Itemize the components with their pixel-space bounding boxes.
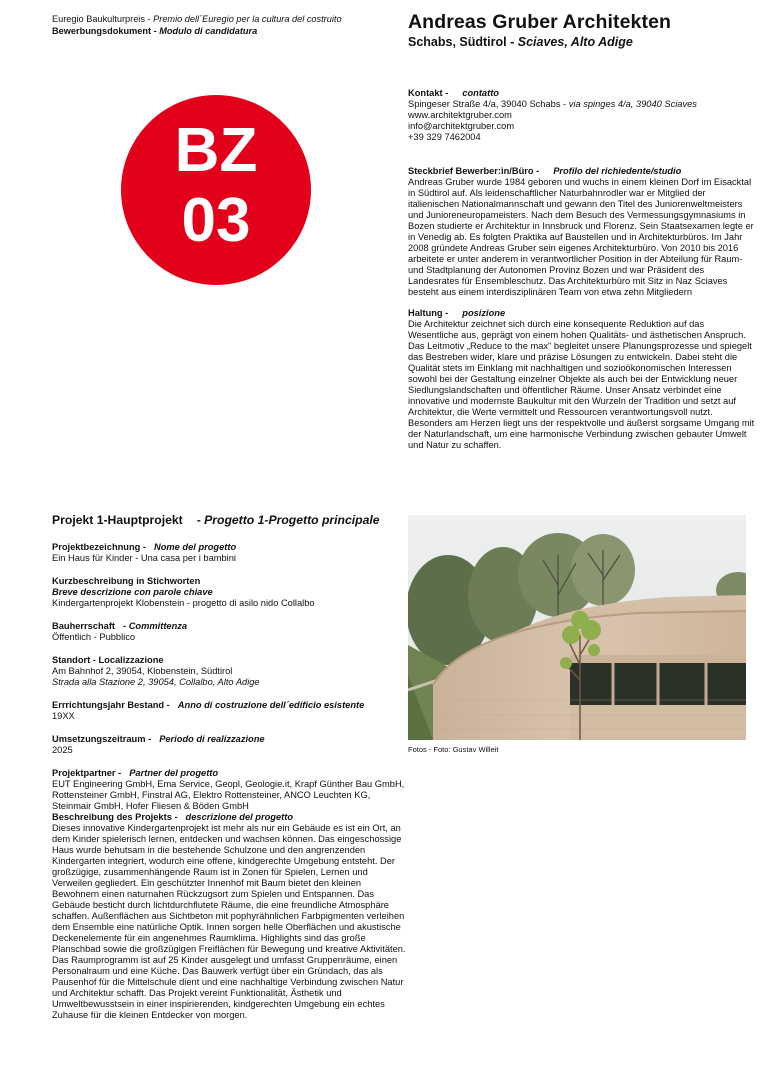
site-value-de: Am Bahnhof 2, 39054, Klobenstein, Südtirol bbox=[52, 666, 233, 676]
field-label-de: Errrichtungsjahr Bestand - bbox=[52, 700, 170, 710]
location-it: Sciaves, Alto Adige bbox=[517, 35, 633, 49]
profile-heading-it: Profilo del richiedente/studio bbox=[553, 166, 682, 176]
field-label: Standort - Localizzazione bbox=[52, 655, 164, 665]
attitude-line: der Naturlandschaft, um eine harmonische Verbindung zwischen gebauter Umwelt bbox=[408, 429, 747, 439]
attitude-line: und Natur zu schaffen. bbox=[408, 440, 502, 450]
contact-section bbox=[408, 88, 748, 143]
attitude-line: Das Leitmotiv „Reduce to the max" begleitet unsere Planungsprozesse und spiegelt bbox=[408, 341, 752, 351]
description-line: Zuhause für die kleinen Entdecker von morgen. bbox=[52, 1010, 248, 1020]
document-header bbox=[52, 13, 342, 37]
profile-line: Andreas Gruber wurde 1984 geboren und wuchs in einem kleinen Dorf im Eisacktal bbox=[408, 177, 752, 187]
profile-text bbox=[408, 177, 754, 298]
architect-location bbox=[408, 34, 671, 50]
attitude-line: Wesentliche aus, geprägt von einem hohen Qualitäts- und ästhetischen Anspruch. bbox=[408, 330, 746, 340]
website-link[interactable]: www.architektgruber.com bbox=[408, 110, 512, 120]
period-field bbox=[52, 734, 400, 756]
site-value-it: Strada alla Stazione 2, 39054, Collalbo, Alto Adige bbox=[52, 677, 260, 687]
profile-line: arbeitete er unter anderem in verantwortlicher Position in der Abteilung für Raum- bbox=[408, 254, 743, 264]
attitude-line: Architektur, die Werte vermittelt und Ressourcen verantwortungsvoll nutzt. bbox=[408, 407, 713, 417]
profile-section bbox=[408, 166, 754, 298]
project-photo bbox=[408, 515, 746, 740]
partners-value bbox=[52, 779, 405, 812]
architect-title-block bbox=[408, 10, 671, 50]
description-line: dem Ensemble eine natürliche Optik. Innen sorgen helle Oberflächen und akustische bbox=[52, 922, 401, 932]
field-label-de: Bauherrschaft bbox=[52, 621, 116, 631]
client-field bbox=[52, 621, 400, 643]
description-line: Umweltbewusstsein in einer inspirierenden, kindgerechten Umgebung ein echtes bbox=[52, 999, 385, 1009]
client-value: Öffentlich - Pubblico bbox=[52, 632, 136, 642]
profile-line: italienischen Nationalmannschaft und gewann den Titel des Juniorenweltmeisters bbox=[408, 199, 743, 209]
header-prize-it: Premio dell´Euregio per la cultura del costruito bbox=[153, 14, 342, 24]
contact-address bbox=[408, 99, 748, 110]
attitude-line: Qualität stets im Einklang mit nachhaltigen und sozioökonomischen Interessen bbox=[408, 363, 732, 373]
contact-heading bbox=[408, 88, 748, 99]
profile-line: in Venedig ab. Es folgten Praktika auf Baustellen und in Architekturbüros. Im Jahr bbox=[408, 232, 743, 242]
attitude-line: Siedlungslandschaften und öffentlicher Räume. Unser Ansatz verbindet eine bbox=[408, 385, 722, 395]
location-de: Schabs, Südtirol - bbox=[408, 35, 515, 49]
attitude-line: das Bestreben wider, klare und präzise Lösungen zu entwickeln. Dabei steht die bbox=[408, 352, 738, 362]
photo-caption: Fotos - Foto: Gustav Willeit bbox=[408, 745, 499, 754]
description-line: Deckenelemente für ein angenehmes Raumklima. Highlights sind das große bbox=[52, 933, 366, 943]
description-field bbox=[52, 812, 406, 1021]
description-line: Verweilen gegliedert. Ein geschützter Innenhof mit Baum bietet den kleinen bbox=[52, 878, 362, 888]
header-line-1 bbox=[52, 13, 342, 25]
header-prize-de: Euregio Baukulturpreis - bbox=[52, 14, 151, 24]
field-label-it: Anno di costruzione dell´edificio esistente bbox=[177, 700, 365, 710]
address-de: Spingeser Straße 4/a, 39040 Schabs - bbox=[408, 99, 567, 109]
keywords-value: Kindergartenprojekt Klobenstein - progetto di asilo nido Collalbo bbox=[52, 598, 315, 608]
header-line-2 bbox=[52, 25, 342, 37]
contact-heading-it: contatto bbox=[462, 88, 499, 98]
field-label-it: Breve descrizione con parole chiave bbox=[52, 587, 213, 597]
attitude-heading-it: posizione bbox=[462, 308, 506, 318]
profile-line: und Junioreneuropameisters. Nach dem Besuch des Vermessungsgymnasiums in bbox=[408, 210, 746, 220]
architect-name: Andreas Gruber Architekten bbox=[408, 11, 672, 33]
header-doc-it: Modulo di candidatura bbox=[159, 26, 258, 36]
field-label-it: - Committenza bbox=[123, 621, 188, 631]
description-line: Haus wurde behutsam in die bestehende Schulzone und den angrenzenden bbox=[52, 845, 366, 855]
attitude-line: innovative und modernste Baukultur mit den Wurzeln der Tradition und setzt auf bbox=[408, 396, 736, 406]
attitude-section bbox=[408, 308, 755, 451]
description-text bbox=[52, 823, 406, 1021]
attitude-heading bbox=[408, 308, 748, 319]
profile-heading-de: Steckbrief Bewerber:in/Büro - bbox=[408, 166, 540, 176]
description-line: dem Kinder spielerisch lernen, entdecken und wachsen können. Das eingeschossige bbox=[52, 834, 402, 844]
header-doc-de: Bewerbungsdokument bbox=[52, 26, 152, 36]
description-line: Gebäude besticht durch lichtdurchflutete Räume, die eine freundliche Atmosphäre bbox=[52, 900, 389, 910]
description-line: Dieses innovative Kindergartenprojekt ist mehr als nur ein Gebäude es ist ein Ort, an bbox=[52, 823, 401, 833]
partners-line: Steinmair GmbH, Hofer Fliesen & Böden GmbH bbox=[52, 801, 249, 811]
email-link[interactable]: info@architektgruber.com bbox=[408, 121, 515, 131]
field-label-de: Projektbezeichnung - bbox=[52, 542, 147, 552]
contact-heading-de: Kontakt - bbox=[408, 88, 449, 98]
field-label-de: Beschreibung des Projekts - bbox=[52, 812, 178, 822]
keywords-field bbox=[52, 576, 400, 609]
project-title-it: - Progetto 1-Progetto principale bbox=[196, 513, 380, 527]
field-label-de: Kurzbeschreibung in Stichworten bbox=[52, 576, 201, 586]
partners-field bbox=[52, 768, 405, 812]
field-label-it: Partner del progetto bbox=[129, 768, 219, 778]
description-line: Kindergarten integriert, wodurch eine offene, kindgerechte Umgebung entsteht. Der bbox=[52, 856, 395, 866]
header-separator: - bbox=[151, 26, 160, 36]
phone-number: +39 329 7462004 bbox=[408, 132, 481, 142]
partners-line: EUT Engineering GmbH, Ema Service, Geopl, Geologie.it, Krapf Günther Bau GmbH, bbox=[52, 779, 405, 789]
description-line: Bewohnern einen naturnahen Rückzugsort zum Spielen und Entspannen. Das bbox=[52, 889, 374, 899]
address-it: via spinges 4/a, 39040 Sciaves bbox=[568, 99, 697, 109]
region-badge bbox=[121, 95, 311, 285]
year-field bbox=[52, 700, 400, 722]
badge-number: 03 bbox=[181, 186, 251, 255]
profile-line: in Südtirol auf. Als leidenschaftlicher Naturbahnrodler war er Mitglied der bbox=[408, 188, 706, 198]
attitude-text bbox=[408, 319, 755, 451]
description-line: und Architektur schafft. Das Projekt vereint Funktionalität, Ästhetik und bbox=[52, 988, 342, 998]
profile-line: besteht aus einem interdisziplinären Team von etwa zehn Mitgliedern bbox=[408, 287, 693, 297]
project-title bbox=[52, 513, 380, 528]
project-title-de: Projekt 1-Hauptprojekt bbox=[52, 513, 183, 527]
field-label-de: Umsetzungszeitraum - bbox=[52, 734, 152, 744]
profile-heading bbox=[408, 166, 748, 177]
field-label-it: Nome del progetto bbox=[154, 542, 237, 552]
profile-line: 2008 gründete Andreas Gruber sein eigenes Architekturbüro. Von 2010 bis 2016 bbox=[408, 243, 739, 253]
site-field bbox=[52, 655, 400, 688]
attitude-heading-de: Haltung - bbox=[408, 308, 449, 318]
badge-region-code: BZ bbox=[174, 116, 258, 185]
kindergarten-photo-illustration bbox=[408, 515, 746, 740]
period-value: 2025 bbox=[52, 745, 73, 755]
attitude-line: sowohl bei der Gestaltung einzelner Objekte als auch bei der Entwicklung neuer bbox=[408, 374, 738, 384]
project-name-field bbox=[52, 542, 400, 564]
field-label-it: descrizione del progetto bbox=[185, 812, 293, 822]
year-value: 19XX bbox=[52, 711, 75, 721]
description-line: schaffen. Außenflächen aus Sichtbeton mit pophyrähnlichen Farbpigmenten verleihen bbox=[52, 911, 405, 921]
description-line: Personalraum und eine Küche. Das Bauwerk verfügt über ein Gründach, das als bbox=[52, 966, 383, 976]
project-name-value: Ein Haus für Kinder - Una casa per i bambini bbox=[52, 553, 236, 563]
profile-line: Bozen studierte er Architektur in Innsbruck und Florenz. Sein Staatsexamen legte er bbox=[408, 221, 754, 231]
attitude-line: Die Architektur zeichnet sich durch eine konsequente Reduktion auf das bbox=[408, 319, 705, 329]
description-line: Planschbad sowie die großzügigen Freiflächen für Bewegung und kreative Aktivitäten. bbox=[52, 944, 406, 954]
profile-line: Landesrates für Ensembleschutz. Das Architekturbüro mit Sitz in Naz Sciaves bbox=[408, 276, 728, 286]
field-label-de: Projektpartner - bbox=[52, 768, 122, 778]
description-line: Pausenhof für die Mittelschule dient und eine nachhaltige Verbindung zwischen Natur bbox=[52, 977, 404, 987]
profile-line: und Stadtplanung der Autonomen Provinz Bozen und war Präsident des bbox=[408, 265, 705, 275]
description-line: großzügige, zusammenhängende Raum ist in Zonen für Spielen, Lernen und bbox=[52, 867, 368, 877]
description-line: Das Raumprogramm ist auf 25 Kinder ausgelegt und umfasst Gruppenräume, einen bbox=[52, 955, 398, 965]
partners-line: Rottensteiner GmbH, Finstral AG, Elektro Rottensteiner, ANCO Leuchten KG, bbox=[52, 790, 371, 800]
field-label-it: Periodo di realizzazione bbox=[159, 734, 265, 744]
attitude-line: Besonders am Herzen liegt uns der respektvolle und äußerst sorgsame Umgang mit bbox=[408, 418, 755, 428]
